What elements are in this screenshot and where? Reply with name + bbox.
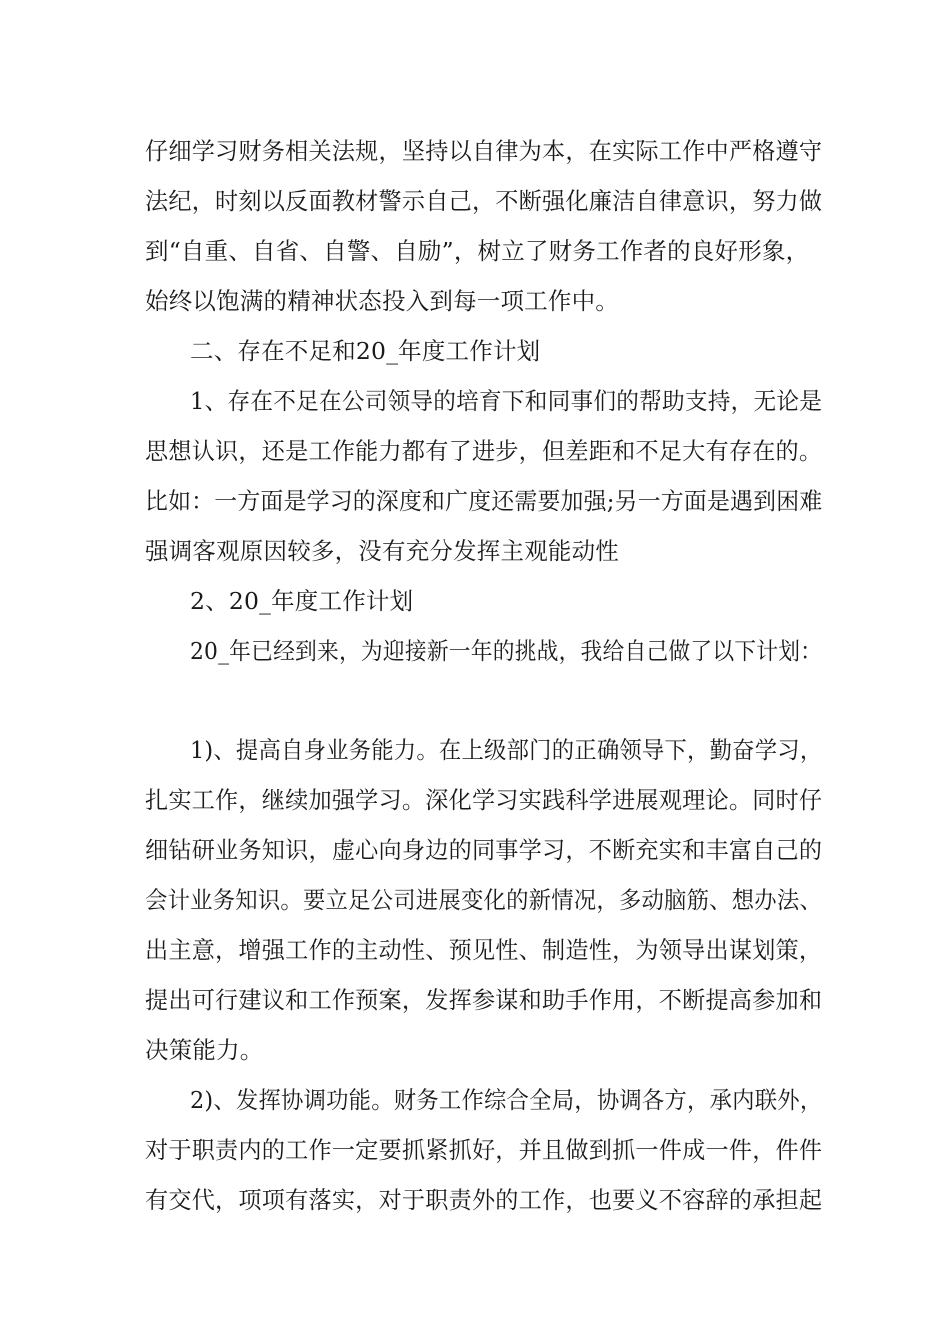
body-text-line: 有交代，项项有落实，对于职责外的工作，也要义不容辞的承担起 [145, 1186, 823, 1214]
body-text-line: 强调客观原因较多，没有充分发挥主观能动性 [145, 537, 619, 565]
body-text-line: 细钻研业务知识，虚心向身边的同事学习，不断充实和丰富自己的 [145, 836, 823, 864]
body-text-line: 20_年已经到来，为迎接新一年的挑战，我给自己做了以下计划： [190, 637, 823, 665]
body-text-line: 1)、提高自身业务能力。在上级部门的正确领导下，勤奋学习， [190, 736, 823, 764]
body-text-line: 仔细学习财务相关法规，坚持以自律为本，在实际工作中严格遵守 [145, 137, 823, 165]
body-text-line: 始终以饱满的精神状态投入到每一项工作中。 [145, 287, 619, 315]
body-text-line: 思想认识，还是工作能力都有了进步，但差距和不足大有存在的。 [145, 437, 823, 465]
body-text-line: 出主意，增强工作的主动性、预见性、制造性，为领导出谋划策， [145, 936, 823, 964]
body-text-line: 决策能力。 [145, 1036, 264, 1064]
body-text-line: 法纪，时刻以反面教材警示自己，不断强化廉洁自律意识，努力做 [145, 187, 823, 215]
body-text-line: 提出可行建议和工作预案，发挥参谋和助手作用，不断提高参加和 [145, 986, 823, 1014]
body-text-line: 会计业务知识。要立足公司进展变化的新情况，多动脑筋、想办法、 [145, 886, 823, 914]
body-text-line: 2)、发挥协调功能。财务工作综合全局，协调各方，承内联外， [190, 1086, 823, 1114]
body-text-line: 扎实工作，继续加强学习。深化学习实践科学进展观理论。同时仔 [145, 786, 823, 814]
section-heading: 二、存在不足和20_年度工作计划 [190, 337, 541, 365]
subsection-heading: 2、20_年度工作计划 [190, 587, 414, 615]
body-text-line: 到“自重、自省、自警、自励”，树立了财务工作者的良好形象， [145, 237, 810, 265]
body-text-line: 1、存在不足在公司领导的培育下和同事们的帮助支持，无论是 [190, 387, 823, 415]
body-text-line: 比如：一方面是学习的深度和广度还需要加强;另一方面是遇到困难 [145, 487, 823, 515]
body-text-line: 对于职责内的工作一定要抓紧抓好，并且做到抓一件成一件，件件 [145, 1136, 823, 1164]
